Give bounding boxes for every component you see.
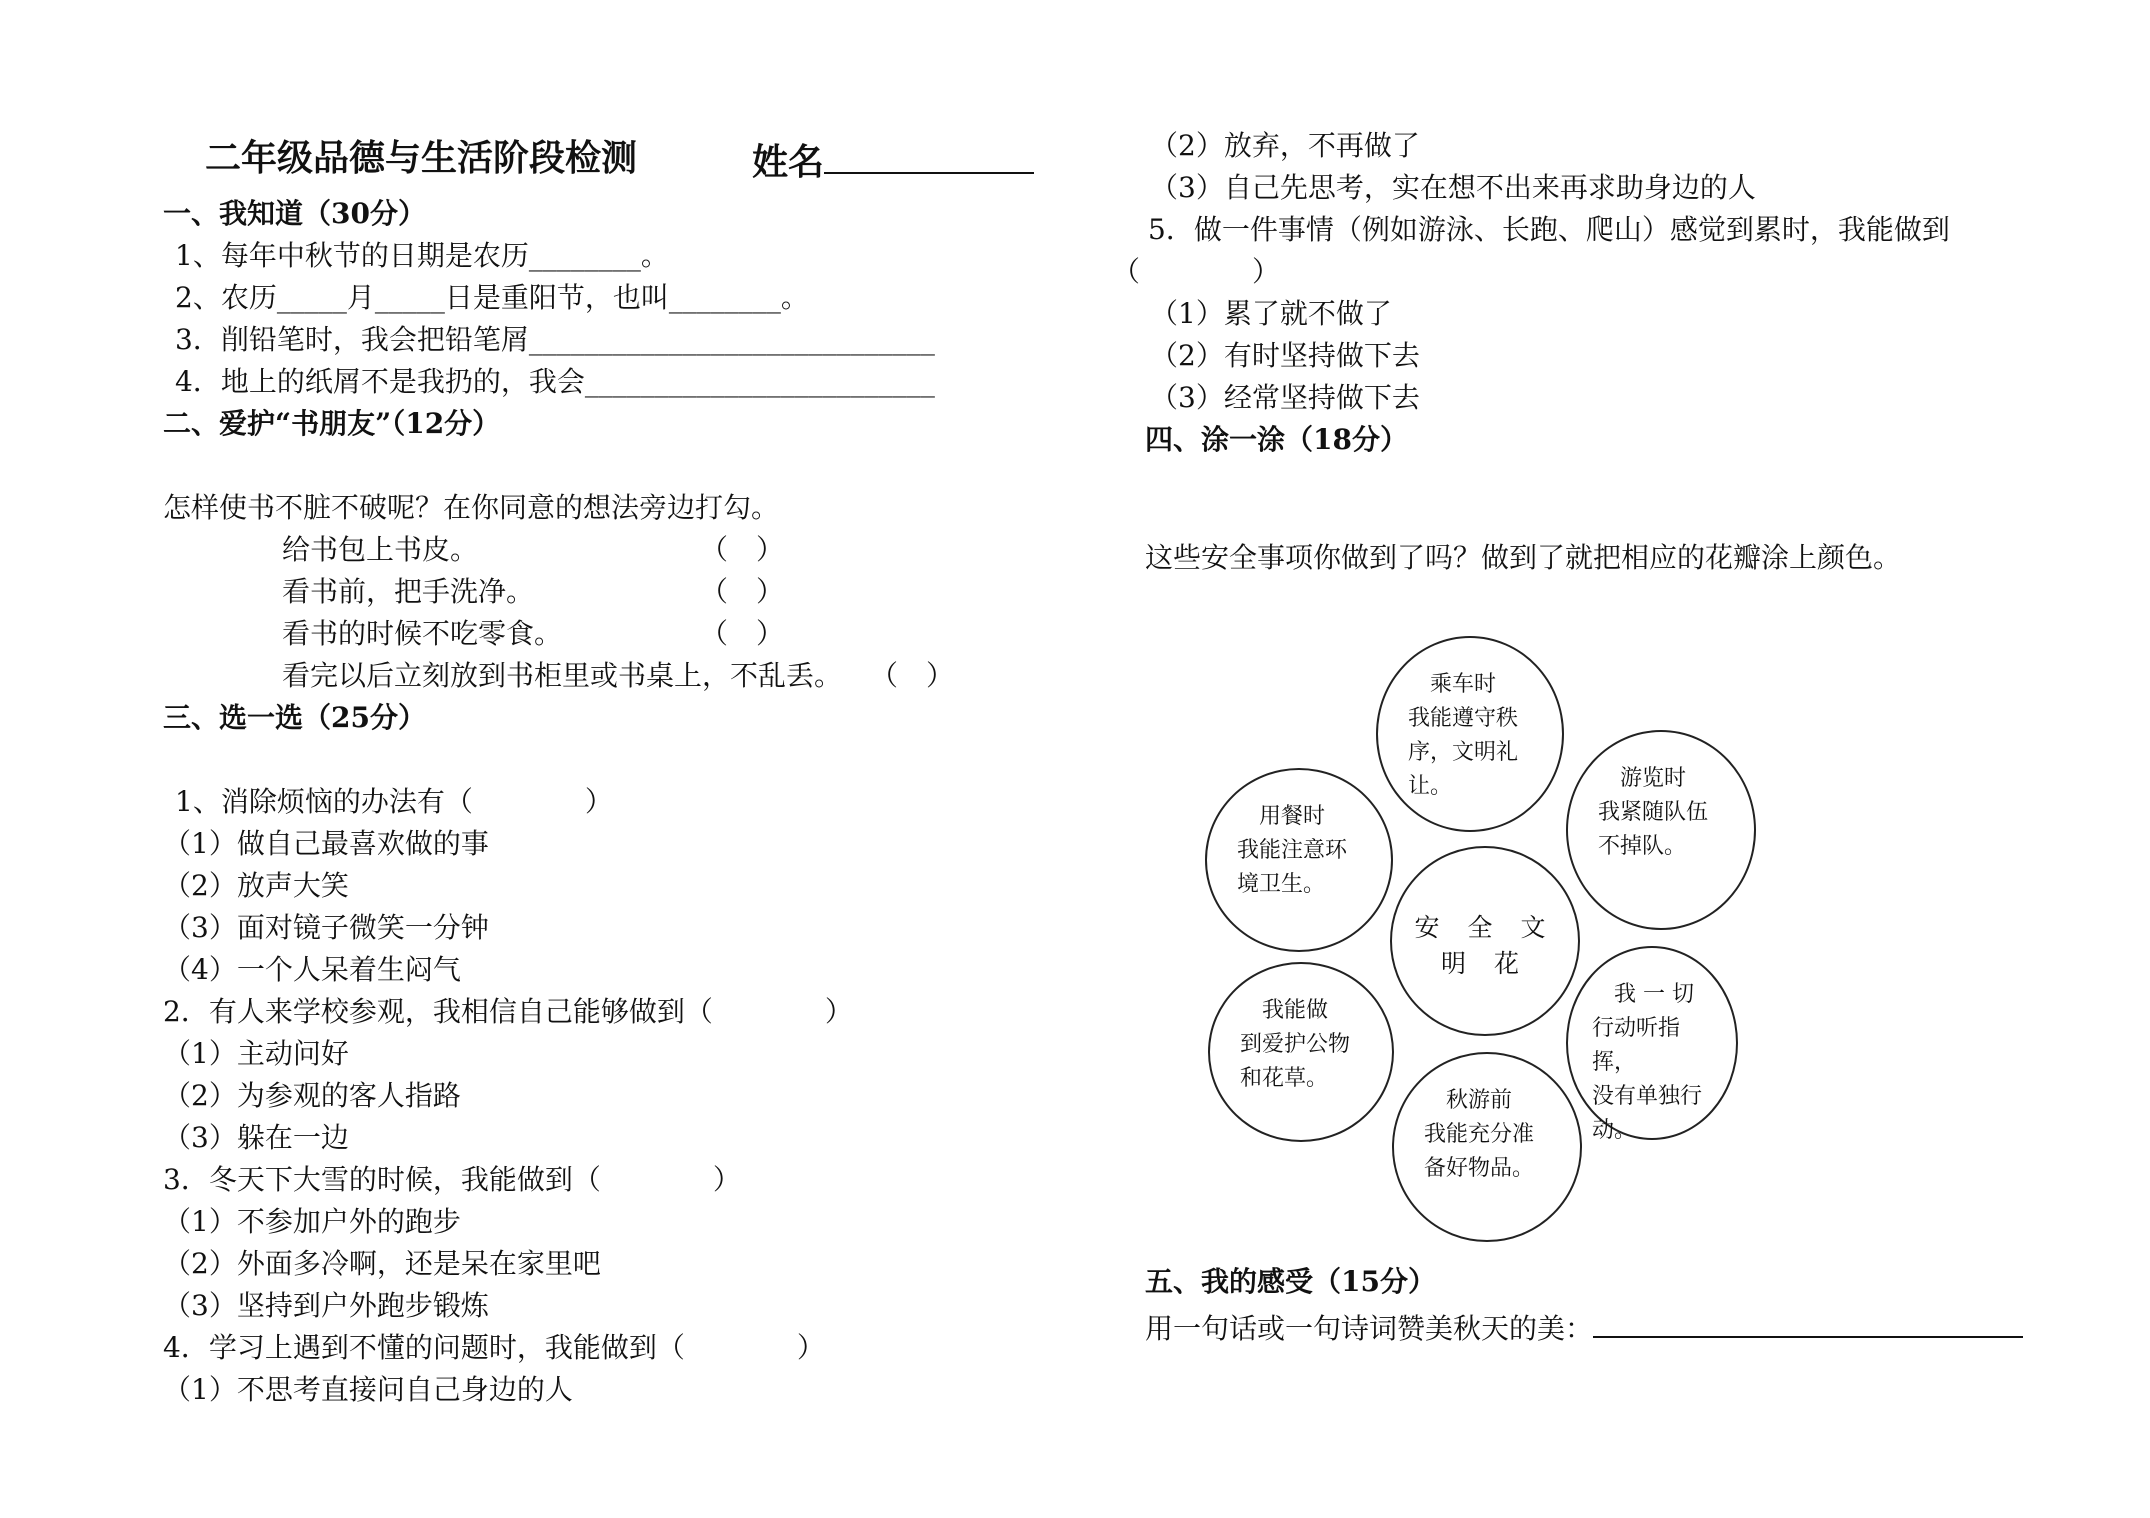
flower-center: 安 全 文 明 花 xyxy=(1390,846,1580,1036)
petal-upper-right[interactable]: 游览时 我紧随队伍 不掉队。 xyxy=(1566,730,1756,930)
petal-lower-right[interactable]: 我 一 切 行动听指挥， 没有单独行 动。 xyxy=(1566,946,1738,1140)
s3-q2-option-2[interactable]: （2）为参观的客人指路 xyxy=(163,1079,461,1112)
s5-prompt: 用一句话或一句诗词赞美秋天的美： xyxy=(1145,1312,1594,1345)
s2-item-2-text: 看书前，把手洗净。 xyxy=(282,575,535,608)
s3-q5-option-2[interactable]: （2）有时坚持做下去 xyxy=(1150,339,1420,372)
s1-question-2: 2、农历_____月_____日是重阳节，也叫________。 xyxy=(175,281,809,314)
s3-q3-option-1[interactable]: （1）不参加户外的跑步 xyxy=(163,1205,461,1238)
s3-q3-option-2[interactable]: （2）外面多冷啊，还是呆在家里吧 xyxy=(163,1247,601,1280)
s3-q1-option-3[interactable]: （3）面对镜子微笑一分钟 xyxy=(163,911,489,944)
s3-q4-option-3[interactable]: （3）自己先思考，实在想不出来再求助身边的人 xyxy=(1150,171,1756,204)
s1-question-1: 1、每年中秋节的日期是农历________。 xyxy=(175,239,669,272)
s5-answer-blank[interactable] xyxy=(1593,1306,2023,1338)
s2-item-3-text: 看书的时候不吃零食。 xyxy=(282,617,563,650)
s2-item-2-checkbox[interactable]: （ ） xyxy=(700,575,785,608)
s3-question-3: 3．冬天下大雪的时候，我能做到（ ） xyxy=(163,1163,741,1196)
s3-q1-option-1[interactable]: （1）做自己最喜欢做的事 xyxy=(163,827,489,860)
petal-lower-left[interactable]: 我能做 到爱护公物 和花草。 xyxy=(1208,962,1394,1142)
s2-item-1-checkbox[interactable]: （ ） xyxy=(700,533,785,566)
s3-q1-option-2[interactable]: （2）放声大笑 xyxy=(163,869,349,902)
s3-question-4: 4．学习上遇到不懂的问题时，我能做到（ ） xyxy=(163,1331,825,1364)
s2-item-4-checkbox[interactable]: （ ） xyxy=(870,659,955,692)
petal-upper-left[interactable]: 用餐时 我能注意环 境卫生。 xyxy=(1205,768,1393,952)
s1-question-4: 4．地上的纸屑不是我扔的，我会_________________________ xyxy=(175,365,935,398)
section-1-heading: 一、我知道（30分） xyxy=(163,197,426,230)
s3-question-2: 2．有人来学校参观，我相信自己能够做到（ ） xyxy=(163,995,853,1028)
s3-q5-option-3[interactable]: （3）经常坚持做下去 xyxy=(1150,381,1420,414)
name-label: 姓名 xyxy=(752,141,825,183)
s3-question-5: 5．做一件事情（例如游泳、长跑、爬山）感觉到累时，我能做到 xyxy=(1148,213,1950,246)
section-5-heading: 五、我的感受（15分） xyxy=(1145,1265,1436,1298)
s2-item-4-text: 看完以后立刻放到书柜里或书桌上，不乱丢。 xyxy=(282,659,843,692)
s2-item-1-text: 给书包上书皮。 xyxy=(282,533,479,566)
s3-q5-answer-paren[interactable]: （ ） xyxy=(1112,255,1281,288)
s1-question-3: 3．削铅笔时，我会把铅笔屑_____________________________ xyxy=(175,323,935,356)
s2-item-3-checkbox[interactable]: （ ） xyxy=(700,617,785,650)
page-title xyxy=(205,136,637,180)
section-2-heading: 二、爱护“书朋友”（12分） xyxy=(163,407,501,440)
section-4-heading: 四、涂一涂（18分） xyxy=(1145,423,1408,456)
petal-bottom[interactable]: 秋游前 我能充分准 备好物品。 xyxy=(1392,1052,1582,1242)
title-text: 二年级品德与生活阶段检测 xyxy=(205,137,638,179)
s3-q2-option-1[interactable]: （1）主动问好 xyxy=(163,1037,349,1070)
s3-q1-option-4[interactable]: （4）一个人呆着生闷气 xyxy=(163,953,461,986)
s3-q2-option-3[interactable]: （3）躲在一边 xyxy=(163,1121,349,1154)
s4-intro: 这些安全事项你做到了吗？做到了就把相应的花瓣涂上颜色。 xyxy=(1145,541,1902,574)
section-3-heading: 三、选一选（25分） xyxy=(163,701,426,734)
name-field xyxy=(752,136,1034,184)
s2-intro: 怎样使书不脏不破呢？在你同意的想法旁边打勾。 xyxy=(163,491,780,524)
name-blank[interactable] xyxy=(824,136,1034,174)
s3-q5-option-1[interactable]: （1）累了就不做了 xyxy=(1150,297,1392,330)
s3-question-1: 1、消除烦恼的办法有（ ） xyxy=(175,785,613,818)
s3-q4-option-2[interactable]: （2）放弃，不再做了 xyxy=(1150,129,1420,162)
petal-top[interactable]: 乘车时 我能遵守秩 序，文明礼 让。 xyxy=(1376,636,1564,832)
s3-q3-option-3[interactable]: （3）坚持到户外跑步锻炼 xyxy=(163,1289,489,1322)
s3-q4-option-1[interactable]: （1）不思考直接问自己身边的人 xyxy=(163,1373,573,1406)
s5-prompt-row xyxy=(1145,1306,2023,1347)
